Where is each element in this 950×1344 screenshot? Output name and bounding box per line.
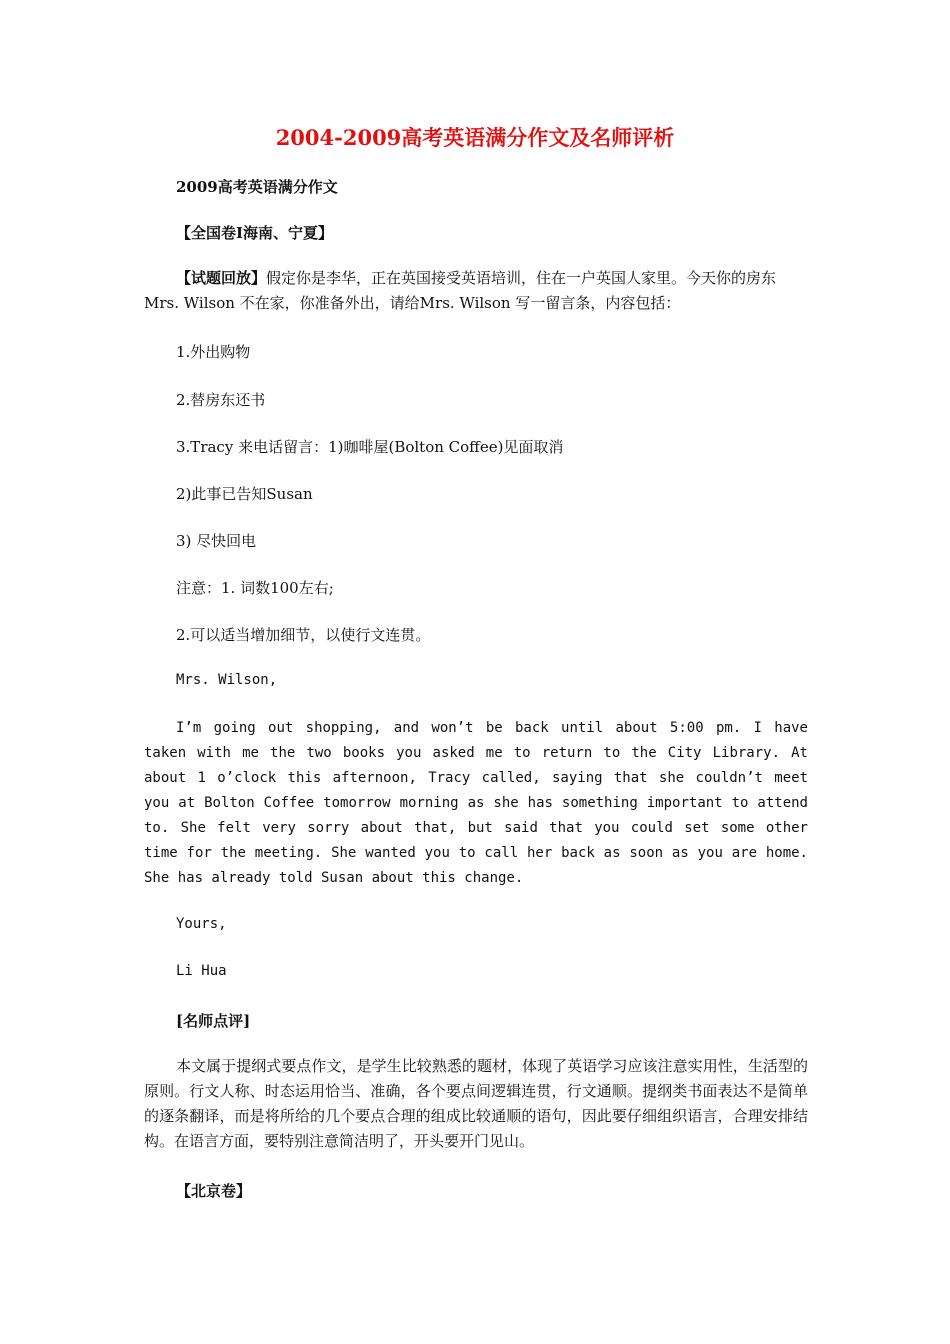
- comment-label: [名师点评]: [176, 1012, 251, 1030]
- exam-heading-national-1: 【全国卷Ⅰ海南、宁夏】: [176, 224, 334, 242]
- note-2: 2.可以适当增加细节，以使行文连贯。: [176, 626, 431, 644]
- comment-text: 本文属于提纲式要点作文，是学生比较熟悉的题材，体现了英语学习应该注意实用性，生活型的原则。行文人称、时态运用恰当、准确，各个要点间逻辑连贯，行文通顺。提纲类书面表达不是简单的逐条翻译，而是将所给的几个要点合理的组成比较通顺的语句，因此要仔细组织语言，合理安排结构。在语言方面，要特别注意简洁明了，开头要开门见山。: [144, 1057, 808, 1150]
- prompt-label: 【试题回放】: [176, 269, 267, 287]
- letter-closing: Yours,: [176, 916, 227, 932]
- prompt-item-1: 1.外出购物: [176, 343, 251, 361]
- letter-body-text: I’m going out shopping, and won’t be back until about 5:00 pm. I have taken with me the two books you asked me to return to the City Library. At about 1 o’clock this afternoon, Tracy called, saying that she couldn’t meet you at Bolton Coffee tomorrow morning as she has something important to attend to. She felt very sorry about that, but said that you could set some other time for the meeting. She wanted you to call her back as soon as you are home. She has already told Susan about this change.: [144, 720, 808, 886]
- prompt-item-3: 3.Tracy 来电话留言：1)咖啡屋(Bolton Coffee)见面取消: [176, 438, 564, 456]
- letter-signature: Li Hua: [176, 963, 227, 979]
- prompt-item-3-3: 3) 尽快回电: [176, 532, 257, 550]
- section-heading: 2009高考英语满分作文: [176, 178, 338, 196]
- letter-body: [144, 716, 808, 891]
- document-title: 2004-2009高考英语满分作文及名师评析: [275, 125, 675, 150]
- letter-salutation: Mrs. Wilson,: [176, 672, 278, 688]
- prompt-text: 假定你是李华，正在英国接受英语培训，住在一户英国人家里。今天你的房东Mrs. Wilson 不在家，你准备外出，请给Mrs. Wilson 写一留言条，内容包括：: [144, 269, 777, 312]
- prompt-paragraph: [144, 266, 808, 316]
- note-1: 注意：1. 词数100左右;: [176, 579, 334, 597]
- prompt-item-2: 2.替房东还书: [176, 391, 266, 409]
- prompt-item-3-2: 2)此事已告知Susan: [176, 485, 313, 503]
- exam-heading-beijing: 【北京卷】: [176, 1182, 252, 1200]
- comment-paragraph: [144, 1054, 808, 1154]
